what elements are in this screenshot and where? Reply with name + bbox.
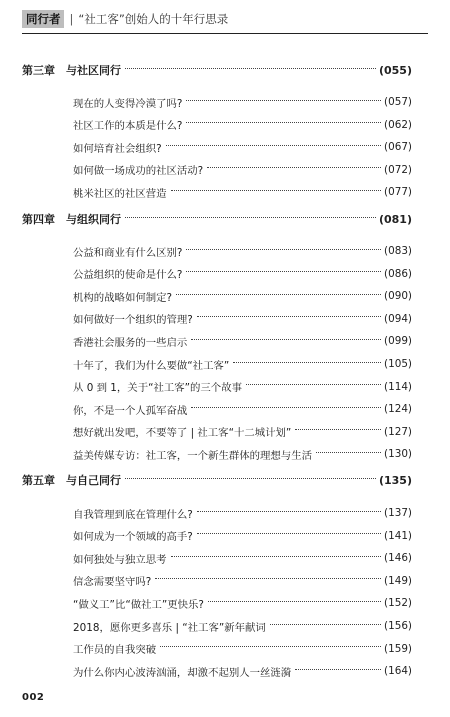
dot-leader: [270, 624, 381, 625]
dot-leader: [125, 68, 376, 69]
entry-title: 现在的人变得冷漠了吗?: [73, 97, 183, 110]
entry-title: 如何做好一个组织的管理?: [73, 314, 193, 327]
entry-title: 想好就出发吧，不要等了 | 社工客“十二城计划”: [73, 427, 292, 440]
toc-entry[interactable]: [73, 139, 412, 155]
dot-leader: [125, 478, 376, 479]
toc-entry[interactable]: [73, 550, 412, 566]
chapter-number: 第五章: [22, 474, 55, 487]
entry-title: 为什么你内心波涛汹涌，却激不起别人一丝涟漪: [73, 666, 292, 679]
dot-leader: [295, 429, 381, 430]
toc-entry[interactable]: [73, 595, 412, 611]
dot-leader: [166, 145, 381, 146]
dot-leader: [191, 407, 381, 408]
dot-leader: [176, 294, 381, 295]
entry-title: 机构的战略如何制定?: [73, 291, 173, 304]
entry-title: 公益和商业有什么区别?: [73, 246, 183, 259]
entry-title: 公益组织的使命是什么?: [73, 269, 183, 282]
dot-leader: [246, 384, 381, 385]
dot-leader: [197, 511, 381, 512]
dot-leader: [197, 316, 381, 317]
toc-entry[interactable]: [73, 618, 412, 634]
entry-page: (149): [384, 574, 412, 587]
entry-title: 如何做一场成功的社区活动?: [73, 165, 204, 178]
dot-leader: [207, 167, 381, 168]
entry-title: 桃米社区的社区营造: [73, 187, 167, 200]
toc-entry[interactable]: [73, 663, 412, 679]
entry-title: 如何独处与独立思考: [73, 553, 167, 566]
dot-leader: [191, 339, 381, 340]
entry-page: (159): [384, 642, 412, 655]
entry-page: (114): [384, 380, 412, 393]
header-separator: |: [69, 12, 74, 26]
toc-entry[interactable]: [73, 266, 412, 282]
entry-page: (137): [384, 507, 412, 519]
entry-page: (141): [384, 529, 412, 542]
dot-leader: [295, 669, 381, 670]
entry-page: (124): [384, 403, 412, 416]
chapter-title: 与自己同行: [66, 474, 121, 487]
page-number: 002: [22, 692, 45, 703]
toc-entry[interactable]: [73, 333, 412, 349]
chapter-title: 与组织同行: [66, 213, 121, 226]
toc-entry[interactable]: [73, 401, 412, 417]
entry-page: (086): [384, 267, 412, 280]
chapter-number: 第三章: [22, 64, 55, 77]
entry-page: (156): [384, 620, 412, 632]
entry-title: 益美传媒专访：社工客，一个新生群体的理想与生活: [73, 449, 312, 462]
entry-page: (105): [384, 358, 412, 370]
entry-page: (127): [384, 425, 412, 438]
entry-title: 社区工作的本质是什么?: [73, 120, 183, 133]
chapter-number: 第四章: [22, 213, 55, 226]
chapter-heading[interactable]: [22, 472, 412, 488]
entry-title: “做义工”比“做社工”更快乐?: [73, 598, 204, 611]
dot-leader: [233, 362, 381, 363]
toc-entry[interactable]: [73, 424, 412, 440]
dot-leader: [186, 271, 381, 272]
entry-title: 2018，愿你更多喜乐 | “社工客”新年献词: [73, 621, 266, 634]
toc-entry[interactable]: [73, 184, 412, 200]
dot-leader: [155, 578, 381, 579]
toc-entry[interactable]: [73, 505, 412, 521]
toc-entry[interactable]: [73, 288, 412, 304]
entry-title: 信念需要坚守吗?: [73, 576, 152, 589]
dot-leader: [186, 122, 381, 123]
dot-leader: [208, 601, 381, 602]
chapter-heading[interactable]: [22, 62, 412, 78]
entry-page: (057): [384, 96, 412, 108]
dot-leader: [171, 556, 382, 557]
entry-page: (094): [384, 312, 412, 325]
book-subtitle: “社工客”创始人的十年行思录: [78, 12, 229, 26]
chapter-title: 与社区同行: [66, 64, 121, 77]
entry-page: (130): [384, 448, 412, 461]
header-rule: [22, 33, 428, 34]
toc-entry[interactable]: [73, 446, 412, 462]
entry-title: 如何培育社会组织?: [73, 142, 162, 155]
entry-page: (072): [384, 163, 412, 176]
toc-entry[interactable]: [73, 379, 412, 395]
entry-title: 十年了，我们为什么要做“社工客”: [73, 359, 230, 372]
entry-page: (067): [384, 141, 412, 154]
entry-title: 如何成为一个领域的高手?: [73, 531, 193, 544]
entry-page: (099): [384, 335, 412, 348]
toc-entry[interactable]: [73, 528, 412, 544]
entry-title: 香港社会服务的一些启示: [73, 336, 188, 349]
entry-page: (152): [384, 597, 412, 610]
toc-entry[interactable]: [73, 311, 412, 327]
toc-entry[interactable]: [73, 117, 412, 133]
entry-title: 从 0 到 1，关于“社工客”的三个故事: [73, 382, 242, 395]
entry-title: 工作员的自我突破: [73, 644, 157, 657]
dot-leader: [186, 249, 381, 250]
dot-leader: [316, 452, 381, 453]
chapter-page: (135): [378, 473, 412, 487]
entry-page: (083): [384, 245, 412, 257]
toc-entry[interactable]: [73, 243, 412, 259]
entry-title: 你，不是一个人孤军奋战: [73, 404, 188, 417]
dot-leader: [186, 100, 381, 101]
entry-page: (077): [384, 186, 412, 199]
entry-page: (146): [384, 552, 412, 565]
entry-page: (164): [384, 665, 412, 678]
entry-title: 自我管理到底在管理什么?: [73, 508, 193, 521]
toc-entry[interactable]: [73, 356, 412, 372]
toc-entry[interactable]: [73, 573, 412, 589]
toc-entry[interactable]: [73, 94, 412, 110]
chapter-page: (055): [378, 63, 412, 77]
chapter-page: (081): [378, 212, 412, 226]
dot-leader: [160, 646, 381, 647]
dot-leader: [197, 533, 381, 534]
running-header: [22, 9, 228, 29]
chapter-heading[interactable]: [22, 211, 412, 227]
entry-page: (090): [384, 290, 412, 303]
dot-leader: [125, 217, 376, 218]
book-label: 同行者: [22, 10, 64, 28]
toc-entry[interactable]: [73, 162, 412, 178]
entry-page: (062): [384, 118, 412, 131]
dot-leader: [171, 190, 382, 191]
toc-entry[interactable]: [73, 641, 412, 657]
